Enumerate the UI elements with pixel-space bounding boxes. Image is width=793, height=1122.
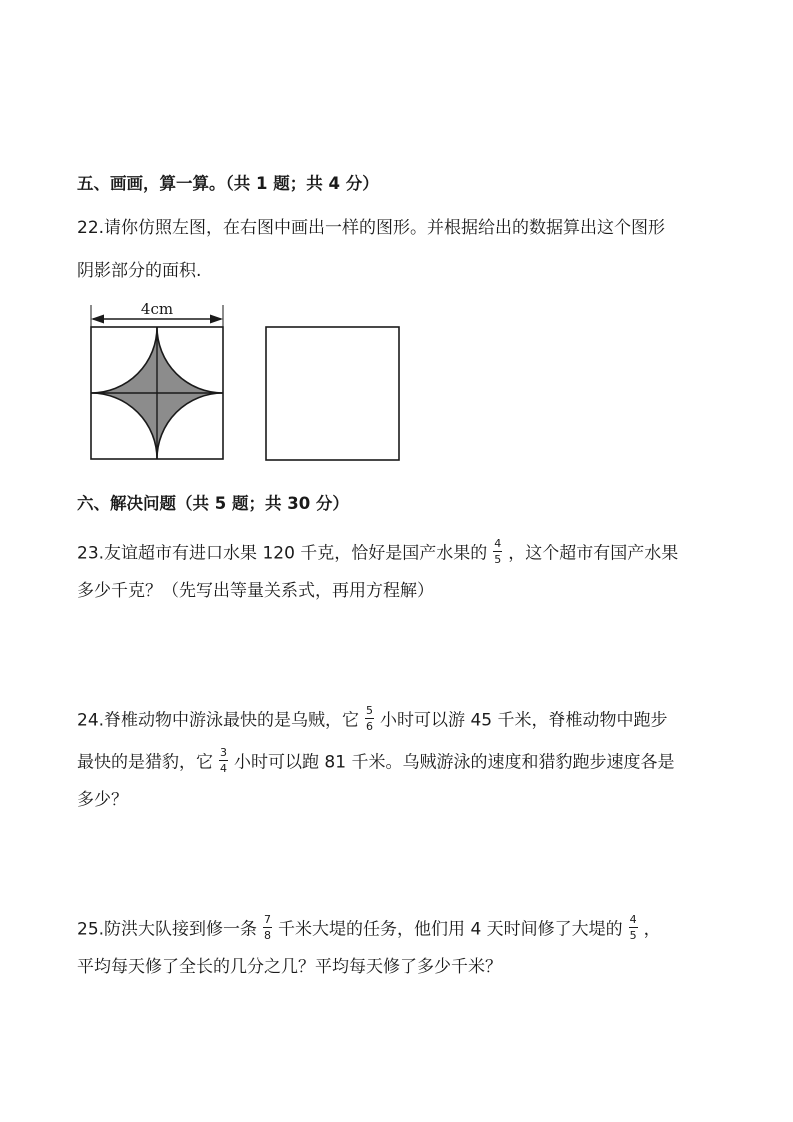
section-title-6: 六、解决问题（共 5 题；共 30 分） <box>77 494 349 513</box>
q22-example-figure <box>82 296 232 466</box>
q24-text-d: 小时可以跑 81 千米。乌贼游泳的速度和猎豹跑步速度各是 <box>234 752 675 773</box>
q23-line-1 <box>77 537 679 567</box>
q25-text-c: ， <box>643 919 661 940</box>
q23-line-2: 多少千克？（先写出等量关系式，再用方程解） <box>77 581 434 601</box>
fraction-3-4: $\frac{3}{4}$ <box>220 746 227 775</box>
q24-line-2 <box>77 746 675 776</box>
q22-line-1: 22.请你仿照左图，在右图中画出一样的图形。并根据给出的数据算出这个图形 <box>77 218 666 238</box>
q25-text-b: 千米大堤的任务，他们用 4 天时间修了大堤的 <box>278 919 623 940</box>
section-title-5: 五、画画，算一算。（共 1 题；共 4 分） <box>77 174 379 193</box>
q25-line-1 <box>77 913 661 943</box>
q23-text-a: 23.友谊超市有进口水果 120 千克，恰好是国产水果的 <box>77 543 488 564</box>
q24-line-3: 多少？ <box>77 790 128 810</box>
q22-line-2: 阴影部分的面积. <box>77 261 202 281</box>
q25-text-a: 25.防洪大队接到修一条 <box>77 919 258 940</box>
fraction-4-5-b: $\frac{4}{5}$ <box>629 913 637 942</box>
q22-blank-square <box>264 325 402 463</box>
fraction-4-5: $\frac{4}{5}$ <box>494 537 502 566</box>
q24-text-b: 小时可以游 45 千米，脊椎动物中跑步 <box>380 710 668 731</box>
q24-text-c: 最快的是猎豹，它 <box>77 752 213 773</box>
q23-text-b: ，这个超市有国产水果 <box>508 543 679 564</box>
q24-text-a: 24.脊椎动物中游泳最快的是乌贼，它 <box>77 710 360 731</box>
dimension-label: 4cm <box>140 300 174 318</box>
fraction-7-8: $\frac{7}{8}$ <box>264 913 272 942</box>
fraction-5-6: $\frac{5}{6}$ <box>366 704 374 733</box>
q25-line-2: 平均每天修了全长的几分之几？平均每天修了多少千米？ <box>77 957 502 977</box>
q24-line-1 <box>77 704 668 734</box>
